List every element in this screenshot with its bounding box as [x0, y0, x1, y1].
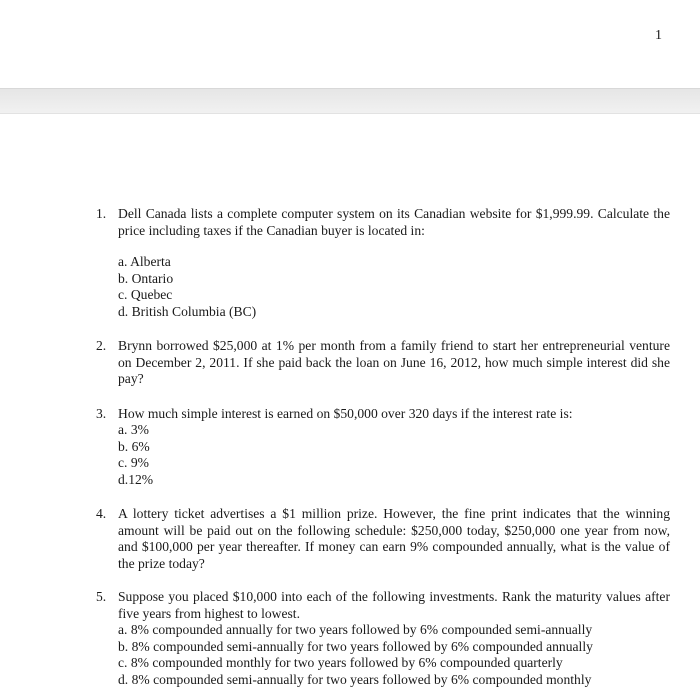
question-number: 5. [96, 589, 107, 604]
question-number: 1. [96, 206, 107, 221]
question-text: How much simple interest is earned on $50,000 over 320 days if the interest rate is: [118, 405, 573, 421]
question-3 [96, 406, 670, 489]
option-a: a. 3% [118, 422, 149, 437]
option-list [118, 622, 670, 688]
question-number: 3. [96, 405, 107, 421]
option-b: b. 8% compounded semi-annually for two years followed by 6% compounded annually [118, 638, 593, 654]
question-2 [96, 338, 670, 388]
option-d: d. 8% compounded semi-annually for two years followed by 6% compounded monthly [118, 671, 592, 687]
question-text: A lottery ticket advertises a $1 million prize. However, the fine print indicates that the winning amount will be paid out on the following schedule: $250,000 today, $250,000 one year from now, and $100,000 per year thereafter. If money can earn 9% compounded annually, what is the value of the prize today? [118, 506, 670, 571]
page-number: 1 [655, 28, 662, 43]
option-c: c. 9% [118, 455, 149, 470]
option-a: a. Alberta [118, 254, 171, 269]
option-b: b. Ontario [118, 270, 174, 286]
question-text: Suppose you placed $10,000 into each of the following investments. Rank the maturity values after five years from highest to lowest. [118, 589, 670, 621]
question-5 [96, 589, 670, 688]
option-c: c. Quebec [118, 287, 173, 302]
question-number: 2. [96, 338, 107, 353]
option-c: c. 8% compounded monthly for two years followed by 6% compounded quarterly [118, 655, 563, 670]
option-list [118, 422, 670, 488]
question-number: 4. [96, 506, 107, 521]
question-4 [96, 506, 670, 572]
option-b: b. 6% [118, 438, 150, 454]
option-a: a. 8% compounded annually for two years followed by 6% compounded semi-annually [118, 622, 593, 637]
question-text: Dell Canada lists a complete computer system on its Canadian website for $1,999.99. Calculate the price including taxes if the Canadian buyer is located in: [118, 206, 670, 238]
question-text: Brynn borrowed $25,000 at 1% per month from a family friend to start her entrepreneurial venture on December 2, 2011. If she paid back the loan on June 16, 2012, how much simple interest did she pay? [118, 338, 670, 386]
option-list [118, 254, 670, 320]
page-separator [0, 88, 700, 114]
question-list [96, 206, 670, 688]
option-d: d. British Columbia (BC) [118, 303, 257, 319]
question-1 [96, 206, 670, 320]
option-d: d.12% [118, 471, 154, 487]
